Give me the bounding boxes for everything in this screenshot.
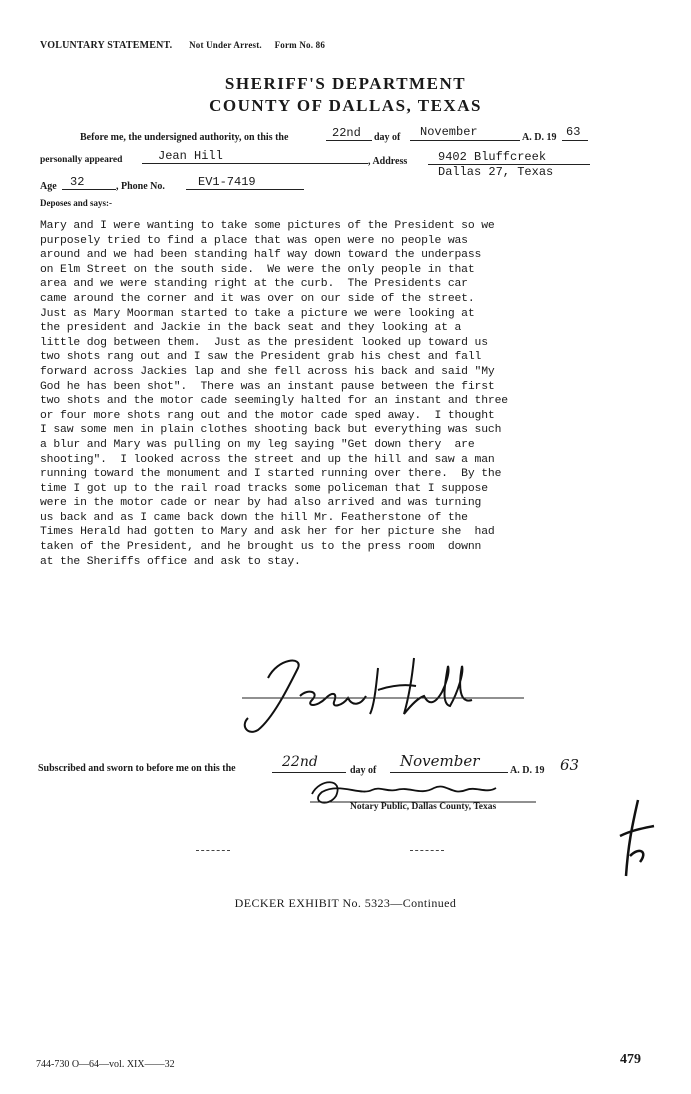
department-header-line2: COUNTY OF DALLAS, TEXAS: [209, 96, 482, 115]
age-underline: [62, 189, 116, 190]
phone-label: , Phone No.: [116, 181, 165, 192]
intro-ad-label: A. D. 19: [522, 132, 557, 143]
statement-line: the president and Jackie in the back seat and they looking at a: [40, 322, 462, 335]
age-label: Age: [40, 181, 57, 192]
jurat-day-of-label: day of: [350, 765, 377, 776]
statement-line: purposely tried to find a place that was open were no people was: [40, 234, 468, 247]
statement-line: came around the corner and it was over on our side of the street.: [40, 292, 475, 305]
statement-line: us back and as I came back down the hill Mr. Featherstone of the: [40, 511, 468, 524]
jean-hill-signature: [228, 648, 528, 738]
statement-line: on Elm Street on the south side. We were the only people in that: [40, 263, 475, 276]
statement-line: taken of the President, and he brought us to the press room downn: [40, 541, 482, 554]
print-code: 744-730 O—64—vol. XIX——32: [36, 1059, 175, 1070]
statement-line: two shots rang out and I saw the President grab his chest and fall: [40, 351, 482, 364]
statement-line: at the Sheriffs office and ask to stay.: [40, 555, 301, 568]
phone-underline: [186, 189, 304, 190]
statement-line: Mary and I were wanting to take some pictures of the President so we: [40, 220, 495, 232]
appeared-label: personally appeared: [40, 155, 123, 165]
form-title: [40, 40, 325, 51]
address-label: , Address: [368, 156, 408, 167]
bottom-rule-left: [196, 850, 230, 851]
address-line1: 9402 Bluffcreek: [438, 150, 547, 164]
statement-line: shooting". I looked across the street and up the hill and saw a man: [40, 453, 495, 466]
statement-body: [40, 219, 650, 569]
statement-line: around and we had been standing half way down toward the underpass: [40, 249, 482, 262]
statement-line: time I got up to the rail road tracks some policeman that I suppose: [40, 482, 488, 495]
age-value: 32: [70, 175, 85, 189]
intro-day-of-label: day of: [374, 132, 401, 143]
statement-line: God he has been shot". There was an instant pause between the first: [40, 380, 495, 393]
statement-line: Times Herald had gotten to Mary and ask her for her picture she had: [40, 526, 495, 539]
intro-year: 63: [566, 125, 581, 139]
statement-line: running toward the monument and I started running over there. By the: [40, 468, 502, 481]
notary-label: Notary Public, Dallas County, Texas: [350, 802, 497, 812]
form-number: Form No. 86: [274, 40, 326, 50]
statement-line: area and we were standing right at the curb. The Presidents car: [40, 278, 468, 291]
intro-month-underline: [410, 140, 520, 141]
person-name-underline: [142, 163, 368, 164]
statement-line: little dog between them. Just as the president looked up toward us: [40, 336, 488, 349]
person-name: Jean Hill: [158, 149, 223, 163]
statement-line: forward across Jackies lap and she fell across his back and said "My: [40, 365, 495, 378]
arrest-note: Not Under Arrest.: [189, 40, 262, 50]
intro-month: November: [420, 125, 478, 139]
jurat-year: 63: [560, 756, 580, 774]
address-line2: Dallas 27, Texas: [438, 165, 554, 179]
phone-value: EV1-7419: [198, 175, 256, 189]
deposes-label: Deposes and says:-: [40, 198, 113, 208]
statement-line: I saw some men in plain clothes shooting back but everything was such: [40, 424, 502, 437]
intro-day-underline: [326, 140, 372, 141]
intro-before-me: Before me, the undersigned authority, on this the: [80, 132, 289, 143]
statement-line: were in the motor cade or near by had also arrived and was turning: [40, 497, 482, 510]
form-title-text: VOLUNTARY STATEMENT.: [40, 40, 173, 51]
jurat-month: November: [400, 752, 480, 770]
statement-line: or four more shots rang out and the motor cade sped away. I thought: [40, 409, 495, 422]
statement-line: two shots and the motor cade seemingly halted for an instant and three: [40, 395, 508, 408]
statement-line: a blur and Mary was pulling on my leg saying "Get down thery are: [40, 438, 475, 451]
bottom-rule-mid: [410, 850, 444, 851]
jurat-ad-label: A. D. 19: [510, 765, 545, 776]
page-number: 479: [620, 1052, 641, 1067]
department-header-line1: SHERIFF'S DEPARTMENT: [224, 74, 467, 93]
jurat-day: 22nd: [282, 754, 318, 770]
statement-line: Just as Mary Moorman started to take a picture we were looking at: [40, 307, 475, 320]
margin-stamp-mark: [610, 796, 660, 886]
intro-year-underline: [562, 140, 588, 141]
jurat-label: Subscribed and sworn to before me on this the: [38, 763, 236, 774]
exhibit-caption: DECKER EXHIBIT No. 5323—Continued: [234, 896, 457, 910]
intro-day: 22nd: [332, 126, 361, 140]
